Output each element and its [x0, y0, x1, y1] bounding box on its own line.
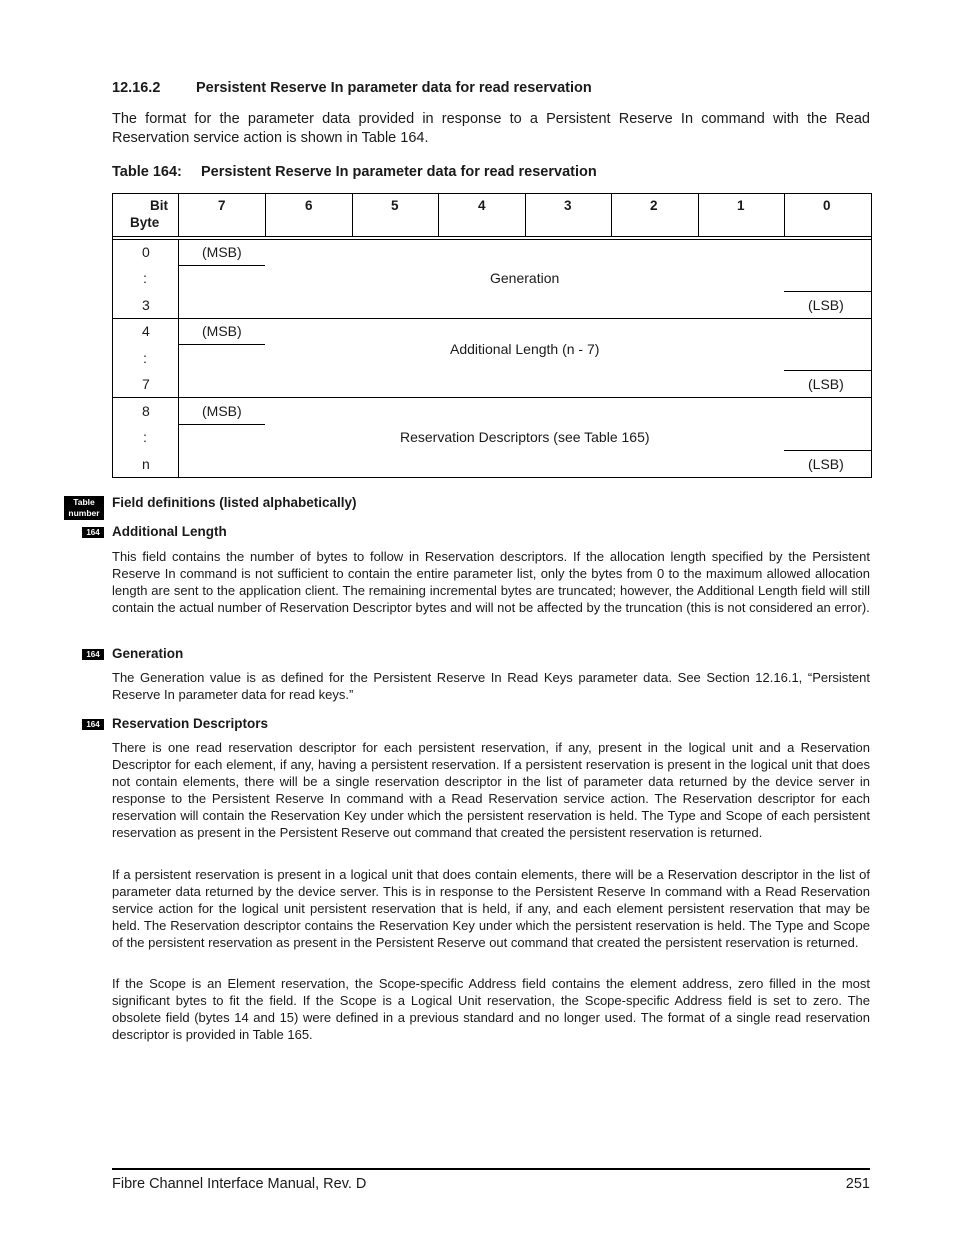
field-paragraph: This field contains the number of bytes to follow in Reservation descriptors. If the allocation length specified by the Persistent Reserve In command is not sufficient to contain the entire parameter list, only the bytes from 0 to the maximum allowed allocation length are sent to the application client. The remaining incremental bytes are truncated; however, the Additional Length field will still contain the actual number of Reservation Descriptor bytes and will not be affected by the truncation (this is not considered an error). [112, 549, 870, 615]
byte-label: 0 [142, 244, 150, 260]
bit-header: 3 [564, 198, 572, 213]
bit-header: 4 [478, 198, 486, 213]
table-caption [112, 164, 597, 180]
bit-header: 0 [823, 198, 831, 213]
parameter-data-table [112, 193, 872, 478]
field-paragraph: There is one read reservation descriptor for each persistent reservation, if any, present in the logical unit and a Reservation Descriptor for each element, if any, having a persistent reservation. If a persistent reservation is present in the logical unit that does not contain elements, there will be a single reservation descriptor in the list of parameter data returned by the device server in response to the Persistent Reserve In command with a Read Reservation service action. The Reservation descriptor for each reservation will contain the Reservation Key under which the persistent reservation is held. The Type and Scope of each persistent reservation as present in the Persistent Reserve out command that created the persistent reservation is returned. [112, 740, 870, 840]
corner-bit-label: Bit [150, 198, 168, 213]
footer-rule [112, 1168, 870, 1170]
msb-label: (MSB) [202, 403, 242, 419]
table-caption-label: Table 164: [112, 164, 182, 180]
field-title-reservation-descriptors: Reservation Descriptors [112, 716, 269, 731]
field-reservation-descriptors: Reservation Descriptors (see Table 165) [400, 429, 650, 445]
page-number: 251 [845, 1176, 870, 1192]
corner-byte-label: Byte [130, 215, 160, 230]
bit-header: 6 [305, 198, 313, 213]
field-title-additional-length: Additional Length [112, 524, 227, 539]
section-heading [112, 80, 592, 96]
field-paragraph: If a persistent reservation is present in a logical unit that does contain elements, there will be a Reservation descriptor in the list of parameter data returned by the device server. This is in response to the Persistent Reserve In command with a Read Reservation service action for the logical unit persistent reservation that is held, if any, and each element persistent reservation that may be held. The Reservation descriptor contains the Reservation Key under which the persistent reservation is held. The Type and Scope of the persistent reservation as present in the Persistent Reserve out command that created the persistent reservation is returned. [112, 867, 870, 950]
field-paragraph: If the Scope is an Element reservation, the Scope-specific Address field contains the element address, zero filled in the most significant bytes to fit the field. If the Scope is a Logical Unit reservation, the Scope-specific Address field is set to zero. The obsolete field (bytes 14 and 15) were defined in a previous standard and no longer used. The format of a single read reservation descriptor is provided in Table 165. [112, 976, 870, 1042]
byte-label: : [143, 429, 147, 445]
field-title-generation: Generation [112, 646, 184, 661]
table-badge: 164 [82, 649, 104, 660]
bit-header: 1 [737, 198, 745, 213]
lsb-label: (LSB) [808, 297, 844, 313]
table-number-tag-line: Table [73, 497, 95, 507]
section-number: 12.16.2 [112, 80, 161, 96]
table-number-tag [64, 496, 104, 520]
msb-label: (MSB) [202, 323, 242, 339]
field-generation: Generation [490, 270, 560, 286]
table-caption-title: Persistent Reserve In parameter data for read reservation [201, 164, 597, 180]
bit-header: 5 [391, 198, 399, 213]
section-title: Persistent Reserve In parameter data for read reservation [196, 80, 592, 96]
footer-title: Fibre Channel Interface Manual, Rev. D [112, 1176, 367, 1192]
bit-header: 7 [218, 198, 226, 213]
byte-label: 4 [142, 323, 150, 339]
byte-label: n [142, 456, 150, 472]
table-number-tag-line: number [68, 508, 100, 518]
byte-label: : [143, 270, 147, 286]
field-additional-length: Additional Length (n - 7) [450, 341, 600, 357]
msb-label: (MSB) [202, 244, 242, 260]
fields-heading: Field definitions (listed alphabetically) [112, 495, 357, 510]
byte-label: 3 [142, 297, 150, 313]
lsb-label: (LSB) [808, 456, 844, 472]
intro-paragraph: The format for the parameter data provided in response to a Persistent Reserve In command with the Read Reservation service action is shown in Table 164. [112, 111, 870, 146]
table-badge: 164 [82, 719, 104, 730]
field-paragraph: The Generation value is as defined for the Persistent Reserve In Read Keys parameter data. See Section 12.16.1, “Persistent Reserve In parameter data for read keys.” [112, 670, 870, 702]
byte-label: : [143, 350, 147, 366]
lsb-label: (LSB) [808, 376, 844, 392]
byte-label: 8 [142, 403, 150, 419]
bit-header: 2 [650, 198, 658, 213]
byte-label: 7 [142, 376, 150, 392]
table-badge: 164 [82, 527, 104, 538]
